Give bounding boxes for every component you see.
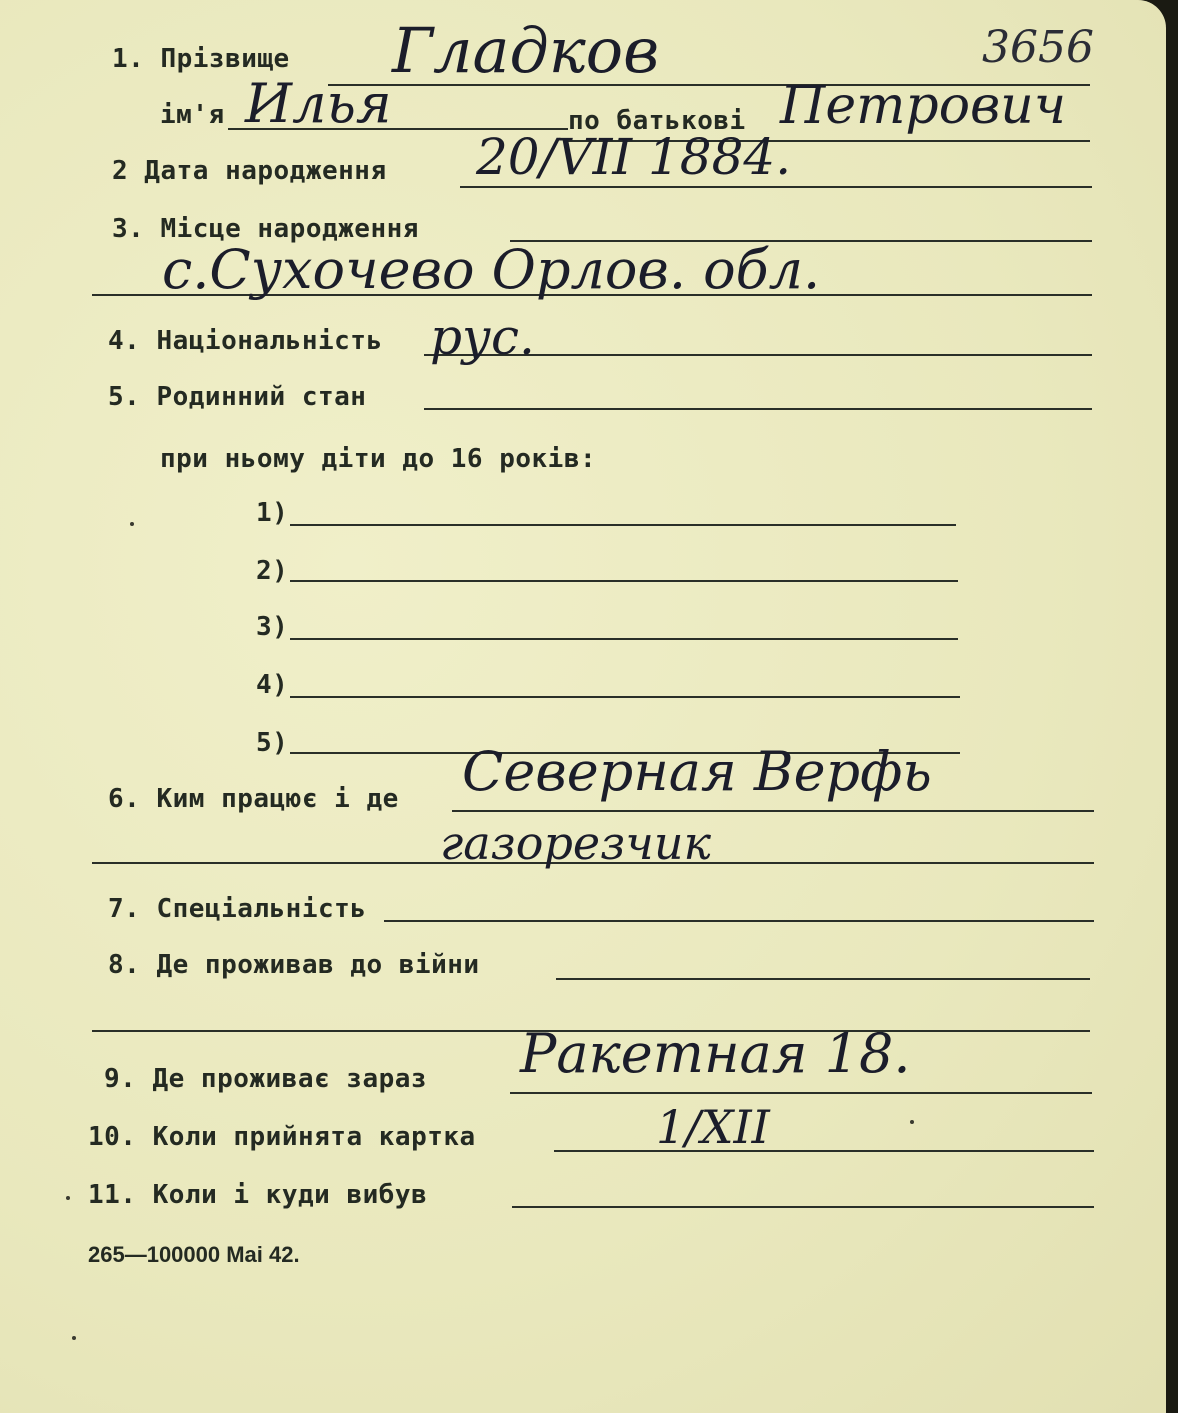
- current-residence-label: 9. Де проживає зараз: [104, 1064, 428, 1094]
- surname-value: Гладков: [392, 14, 660, 87]
- prewar-residence-line-1: [556, 978, 1090, 980]
- workplace-label: 6. Ким працює і де: [108, 784, 399, 814]
- departure-label: 11. Коли і куди вибув: [88, 1180, 428, 1210]
- first-name-label: ім'я: [160, 100, 225, 130]
- child-4-label: 4): [256, 670, 289, 700]
- workplace-value-1: Северная Верфь: [462, 740, 932, 803]
- print-code: 265—100000 Mai 42.: [88, 1242, 300, 1267]
- nationality-label: 4. Національність: [108, 326, 383, 356]
- paper-speck: [72, 1336, 76, 1340]
- birth-date-line: [460, 186, 1092, 188]
- child-4-line: [290, 696, 960, 698]
- current-residence-line: [510, 1092, 1092, 1094]
- nationality-value: рус.: [430, 308, 535, 366]
- card-accepted-value: 1/XII: [656, 1100, 770, 1154]
- paper-speck: [130, 522, 134, 526]
- patronymic-label: по батькові: [568, 106, 746, 136]
- child-1-line: [290, 524, 956, 526]
- birth-place-value: с.Сухочево Орлов. обл.: [162, 238, 821, 301]
- current-residence-value: Ракетная 18.: [520, 1022, 911, 1085]
- prewar-residence-label: 8. Де проживав до війни: [108, 950, 480, 980]
- workplace-line-1: [452, 810, 1094, 812]
- child-3-label: 3): [256, 612, 289, 642]
- card-accepted-label: 10. Коли прийнята картка: [88, 1122, 476, 1152]
- marital-status-label: 5. Родинний стан: [108, 382, 367, 412]
- child-2-line: [290, 580, 958, 582]
- workplace-value-2: газорезчик: [440, 816, 711, 870]
- children-header: при ньому діти до 16 років:: [160, 444, 597, 474]
- marital-status-line: [424, 408, 1092, 410]
- card-number: 3656: [982, 22, 1094, 73]
- paper-speck: [66, 1196, 70, 1200]
- birth-date-value: 20/VII 1884.: [476, 128, 792, 186]
- patronymic-value: Петрович: [780, 76, 1067, 136]
- paper-speck: [910, 1120, 914, 1124]
- card-accepted-line: [554, 1150, 1094, 1152]
- birth-place-label: 3. Місце народження: [112, 214, 419, 244]
- specialty-label: 7. Спеціальність: [108, 894, 367, 924]
- child-3-line: [290, 638, 958, 640]
- child-1-label: 1): [256, 498, 289, 528]
- surname-label: 1. Прізвище: [112, 44, 290, 74]
- specialty-line: [384, 920, 1094, 922]
- child-2-label: 2): [256, 556, 289, 586]
- birth-date-label: 2 Дата народження: [112, 156, 387, 186]
- departure-line: [512, 1206, 1094, 1208]
- child-5-label: 5): [256, 728, 289, 758]
- first-name-value: Илья: [245, 72, 392, 135]
